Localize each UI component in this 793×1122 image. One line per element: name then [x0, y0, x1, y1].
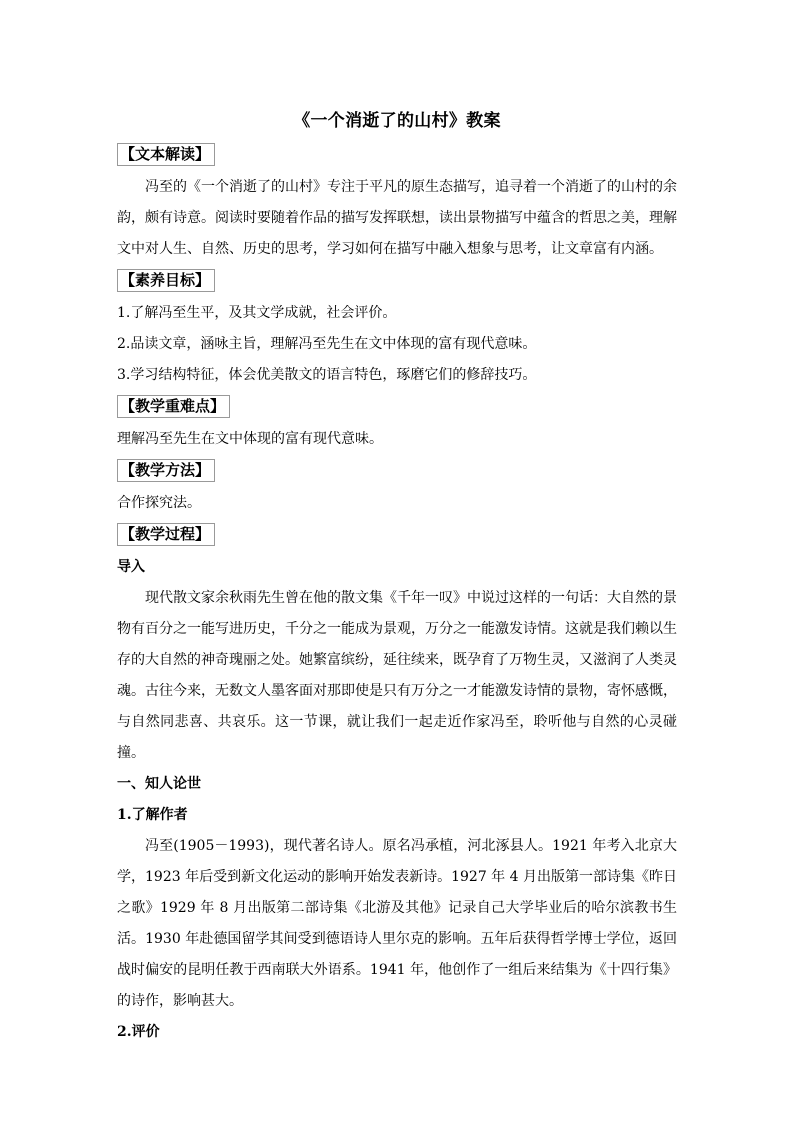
section-goals [117, 265, 677, 391]
section-heading-process: 【教学过程】 [117, 523, 215, 546]
document-title: 《一个消逝了的山村》教案 [293, 111, 501, 131]
section-heading-goals: 【素养目标】 [117, 269, 215, 292]
goal-item: 1.了解冯至生平，及其文学成就，社会评价。 [117, 305, 397, 321]
methods-text: 合作探究法。 [117, 495, 201, 511]
goal-item: 2.品读文章，涵咏主旨，理解冯至先生在文中体现的富有现代意味。 [117, 336, 537, 352]
section-heading-reading: 【文本解读】 [117, 143, 215, 166]
goal-item: 3.学习结构特征，体会优美散文的语言特色，琢磨它们的修辞技巧。 [117, 367, 537, 383]
intro-heading: 导入 [117, 559, 145, 575]
document-body [117, 106, 677, 1048]
section-process [117, 519, 677, 1048]
keypoints-text: 理解冯至先生在文中体现的富有现代意味。 [117, 431, 383, 447]
section-methods [117, 455, 677, 519]
reading-paragraph: 冯至的《一个消逝了的山村》专注于平凡的原生态描写，追寻着一个消逝了的山村的余韵，颇有诗意。阅读时要随着作品的描写发挥联想，读出景物描写中蕴含的哲思之美，理解文中对人生、自然、历史的思考，学习如何在描写中融入想象与思考，让文章富有内涵。 [117, 179, 677, 257]
section-reading [117, 139, 677, 265]
section-heading-keypoints: 【教学重难点】 [117, 395, 230, 418]
intro-paragraph: 现代散文家余秋雨先生曾在他的散文集《千年一叹》中说过这样的一句话：大自然的景物有百分之一能写进历史，千分之一能成为景观，万分之一能激发诗情。这就是我们赖以生存的大自然的神奇瑰丽之处。她繁富缤纷，延往续来，既孕育了万物生灵，又滋润了人类灵魂。古往今来，无数文人墨客面对那即使是只有万分之一才能激发诗情的景物，寄怀感慨，与自然同悲喜、共哀乐。这一节课，就让我们一起走近作家冯至，聆听他与自然的心灵碰撞。 [117, 590, 677, 761]
author-paragraph: 冯至(1905－1993)，现代著名诗人。原名冯承植，河北涿县人。1921 年考入北京大学，1923 年后受到新文化运动的影响开始发表新诗。1927 年 4 月出版第一部诗集《昨日之歌》1929 年 8 月出版第二部诗集《北游及其他》记录自己大学毕业后的哈尔滨教书生活。1930 年赴德国留学其间受到德语诗人里尔克的影响。五年后获得哲学博士学位，返回战时偏安的昆明任教于西南联大外语系。1941 年，他创作了一组后来结集为《十四行集》的诗作，影响甚大。 [117, 838, 677, 1009]
section-heading-methods: 【教学方法】 [117, 459, 215, 482]
part1-heading: 一、知人论世 [117, 776, 201, 792]
section-keypoints [117, 391, 677, 455]
author-heading: 1.了解作者 [117, 807, 188, 823]
evaluation-heading: 2.评价 [117, 1024, 160, 1040]
